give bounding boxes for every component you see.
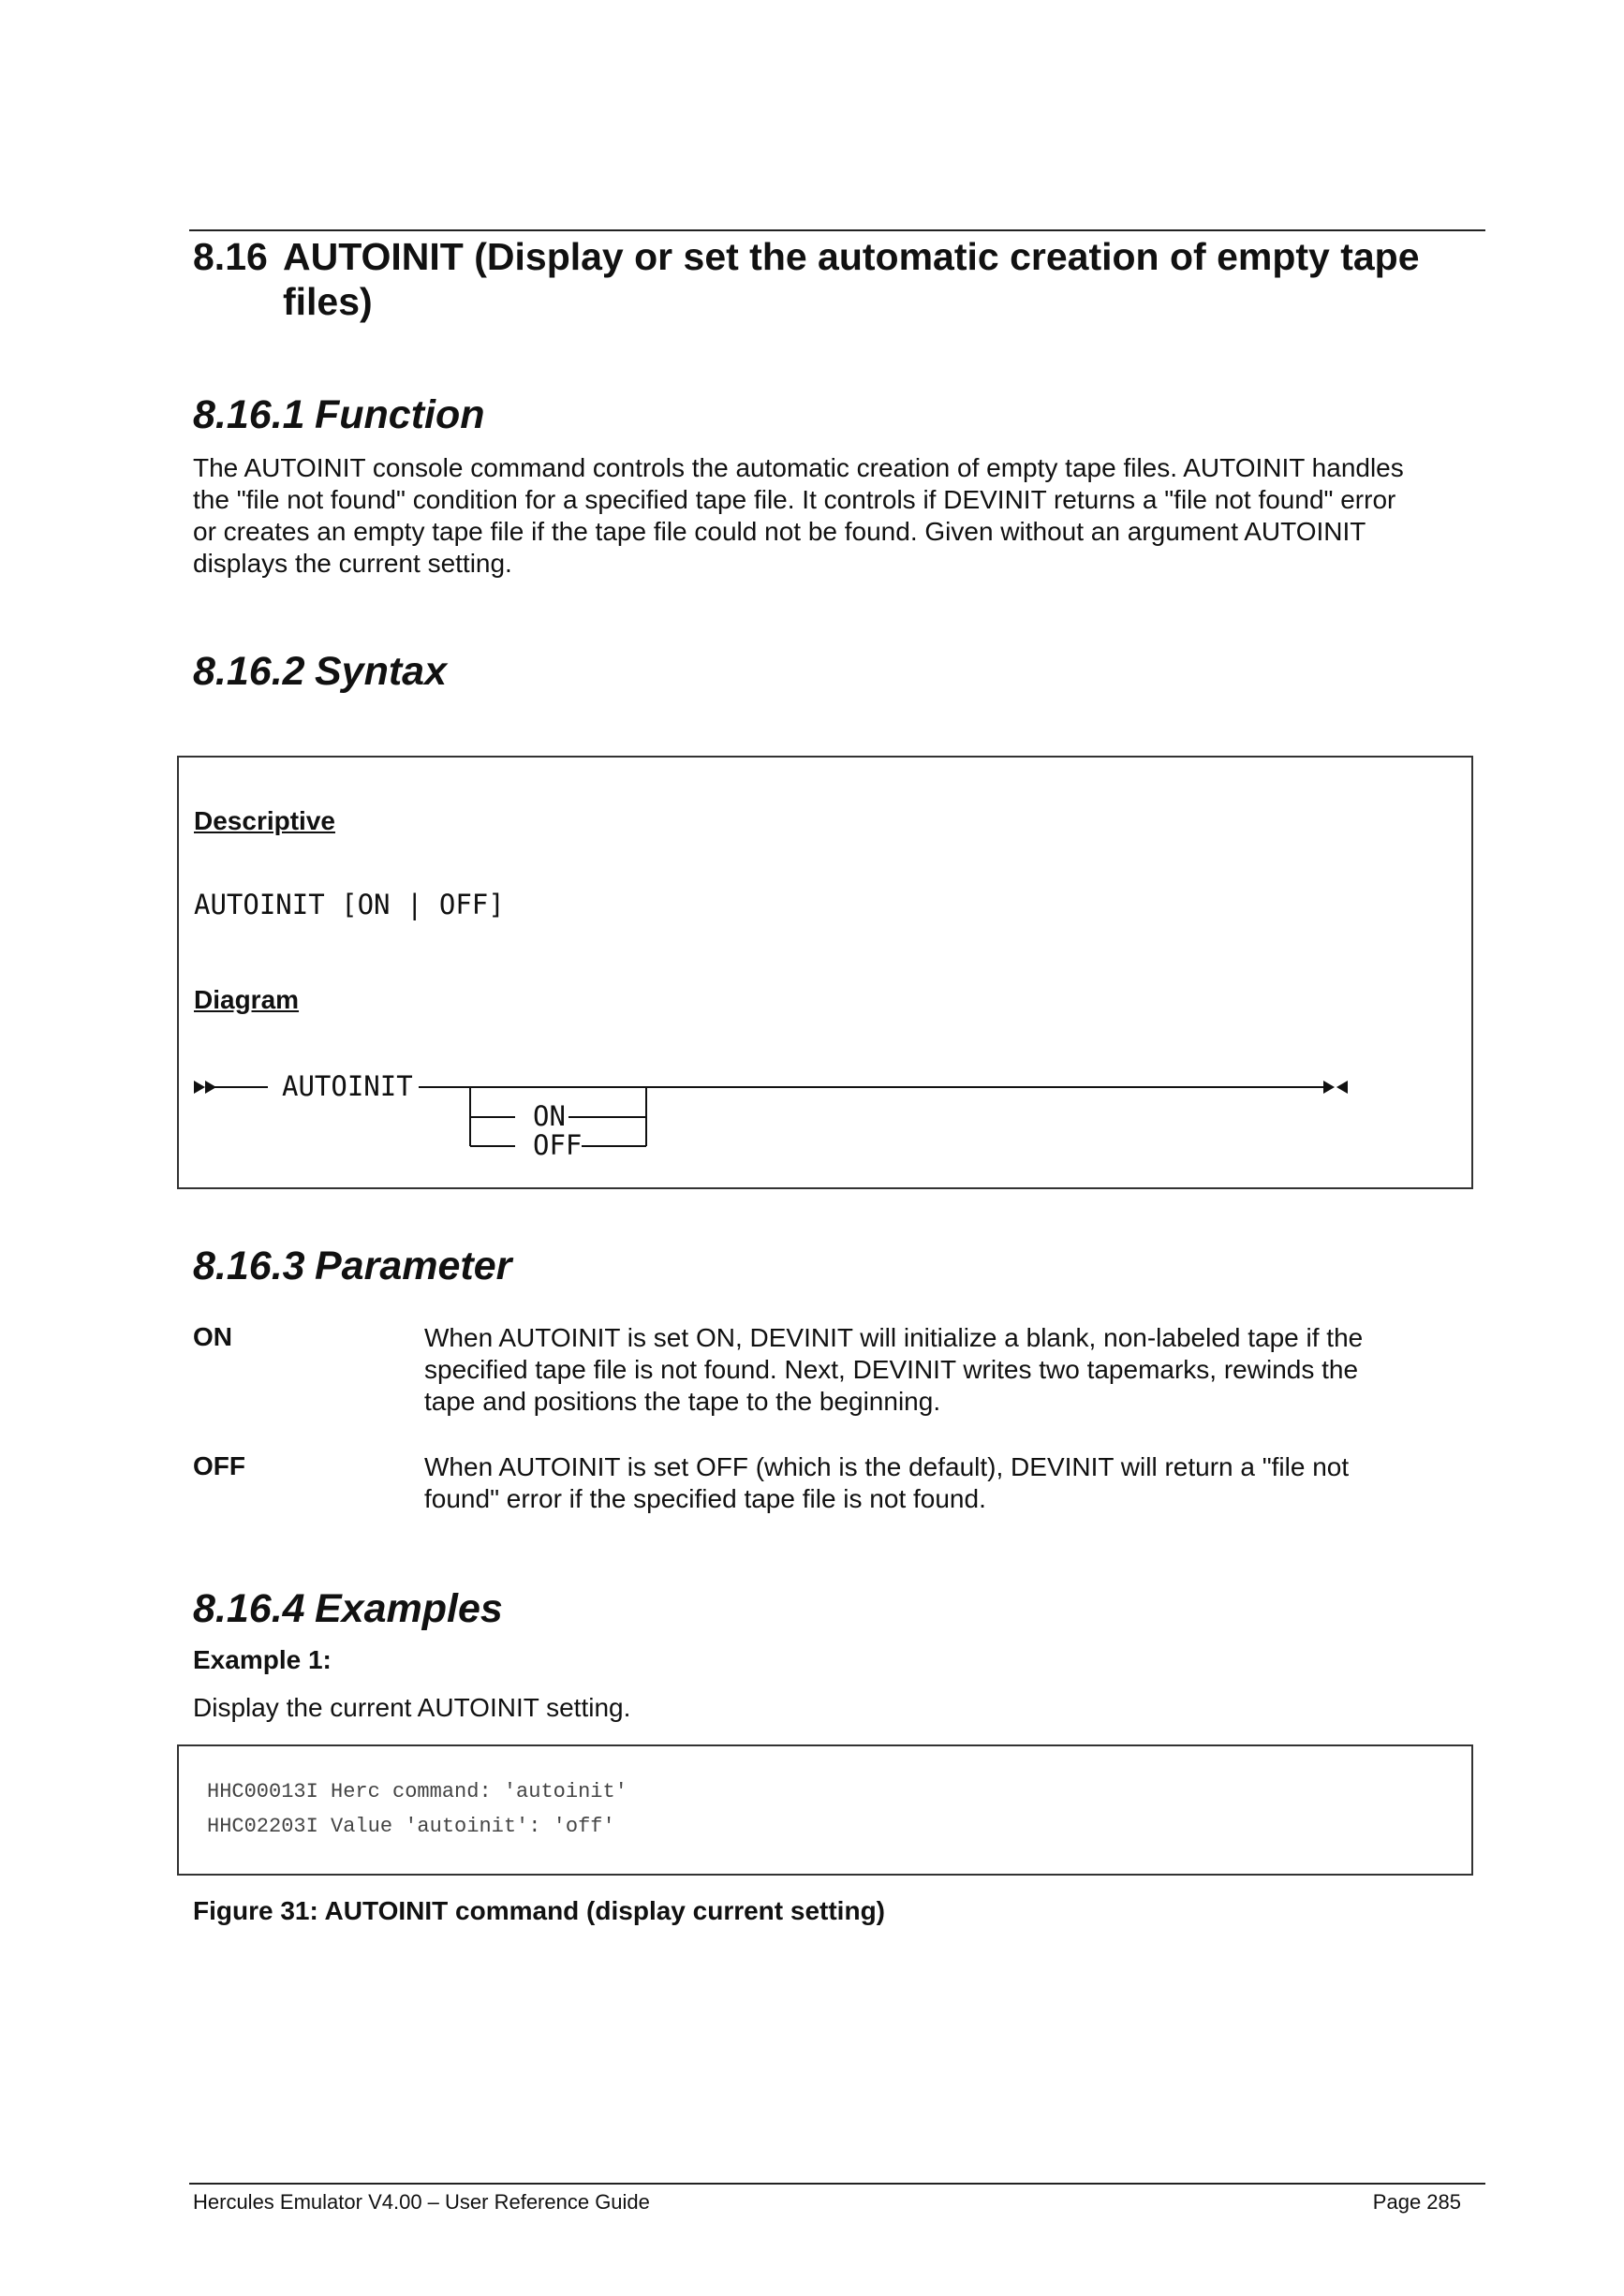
footer-rule [189, 2183, 1485, 2185]
param-off-desc [424, 1451, 1473, 1515]
footer-page-number: Page 285 [1372, 2190, 1461, 2214]
section-heading [193, 234, 1485, 324]
figure-caption: Figure 31: AUTOINIT command (display current setting) [193, 1896, 885, 1925]
descriptive-label: Descriptive [194, 806, 335, 835]
example1-code-box [177, 1744, 1473, 1876]
syntax-number: 8.16.2 [193, 649, 305, 694]
start-arrow-icon [205, 1081, 216, 1094]
section-title-line2: files) [283, 280, 373, 323]
header-rule [189, 229, 1485, 231]
function-heading [193, 391, 485, 438]
end-arrow-icon [1336, 1081, 1348, 1094]
syntax-box [177, 756, 1473, 1189]
syntax-diagram [179, 1048, 1471, 1188]
function-title: Function [315, 392, 485, 437]
param-off-name: OFF [193, 1451, 245, 1480]
param-line: When AUTOINIT is set ON, DEVINIT will initialize a blank, non-labeled tape if the [424, 1323, 1364, 1352]
examples-title: Examples [315, 1586, 503, 1631]
end-arrow-icon [1323, 1081, 1335, 1094]
diagram-option-on: ON [533, 1100, 566, 1132]
example1-label: Example 1: [193, 1645, 332, 1674]
function-line: or creates an empty tape file if the tape file could not be found. Given without an argument AUTOINIT [193, 517, 1366, 546]
example1-description: Display the current AUTOINIT setting. [193, 1693, 631, 1722]
function-paragraph [193, 452, 1485, 580]
diagram-label: Diagram [194, 985, 300, 1014]
code-line: HHC00013I Herc command: 'autoinit' [207, 1780, 627, 1803]
parameter-number: 8.16.3 [193, 1244, 305, 1288]
param-line: When AUTOINIT is set OFF (which is the default), DEVINIT will return a "file not [424, 1452, 1350, 1481]
section-number: 8.16 [193, 235, 268, 278]
parameter-heading [193, 1243, 511, 1289]
footer-title: Hercules Emulator V4.00 – User Reference Guide [193, 2190, 650, 2214]
param-on-name: ON [193, 1322, 232, 1351]
parameter-title: Parameter [315, 1244, 512, 1288]
param-line: specified tape file is not found. Next, DEVINIT writes two tapemarks, rewinds the [424, 1355, 1359, 1384]
section-title-line1: AUTOINIT (Display or set the automatic creation of empty tape [283, 235, 1420, 278]
diagram-command: AUTOINIT [282, 1070, 413, 1102]
code-line: HHC02203I Value 'autoinit': 'off' [207, 1815, 615, 1838]
code-block [207, 1774, 627, 1844]
diagram-option-off: OFF [533, 1129, 583, 1161]
function-number: 8.16.1 [193, 392, 305, 437]
function-line: displays the current setting. [193, 549, 512, 578]
syntax-title: Syntax [315, 649, 448, 694]
param-on-desc [424, 1322, 1473, 1418]
param-line: found" error if the specified tape file is not found. [424, 1484, 986, 1513]
function-line: The AUTOINIT console command controls the automatic creation of empty tape files. AUTOINIT handles [193, 453, 1404, 482]
start-arrow-icon [194, 1081, 205, 1094]
examples-heading [193, 1585, 503, 1632]
function-line: the "file not found" condition for a specified tape file. It controls if DEVINIT returns a "file not found" error [193, 485, 1396, 514]
param-line: tape and positions the tape to the beginning. [424, 1387, 941, 1416]
syntax-heading [193, 648, 447, 695]
descriptive-syntax: AUTOINIT [ON | OFF] [194, 889, 505, 920]
examples-number: 8.16.4 [193, 1586, 305, 1631]
